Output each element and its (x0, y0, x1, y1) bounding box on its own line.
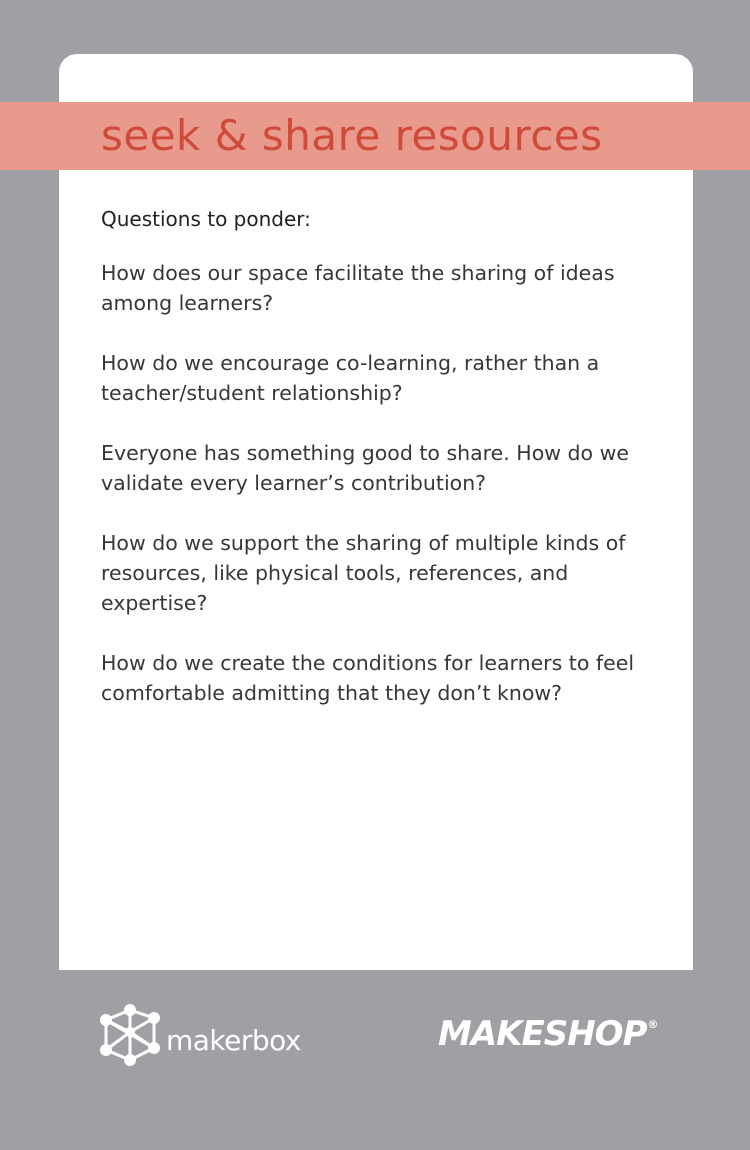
makerbox-logo (96, 1000, 301, 1076)
question-item: How do we create the conditions for learners to feel comfortable admitting that they don’t know? (101, 651, 635, 705)
questions-list (101, 258, 661, 708)
footer (0, 970, 750, 1150)
registered-mark: ® (647, 1018, 658, 1031)
makerbox-wordmark: makerbox (166, 1023, 302, 1057)
card-title: seek & share resources (101, 111, 603, 160)
questions-intro: Questions to ponder: (101, 207, 311, 231)
network-cube-icon (96, 1002, 166, 1074)
question-item: How do we support the sharing of multiple kinds of resources, like physical tools, references, and expertise? (101, 531, 626, 615)
question-item: Everyone has something good to share. How do we validate every learner’s contribution? (101, 441, 629, 495)
makeshop-wordmark: MAKESHOP (438, 1014, 647, 1054)
question-item: How do we encourage co-learning, rather than a teacher/student relationship? (101, 351, 600, 405)
card-content (101, 204, 661, 738)
makeshop-logo (438, 1014, 657, 1054)
question-item: How does our space facilitate the sharing of ideas among learners? (101, 261, 615, 315)
